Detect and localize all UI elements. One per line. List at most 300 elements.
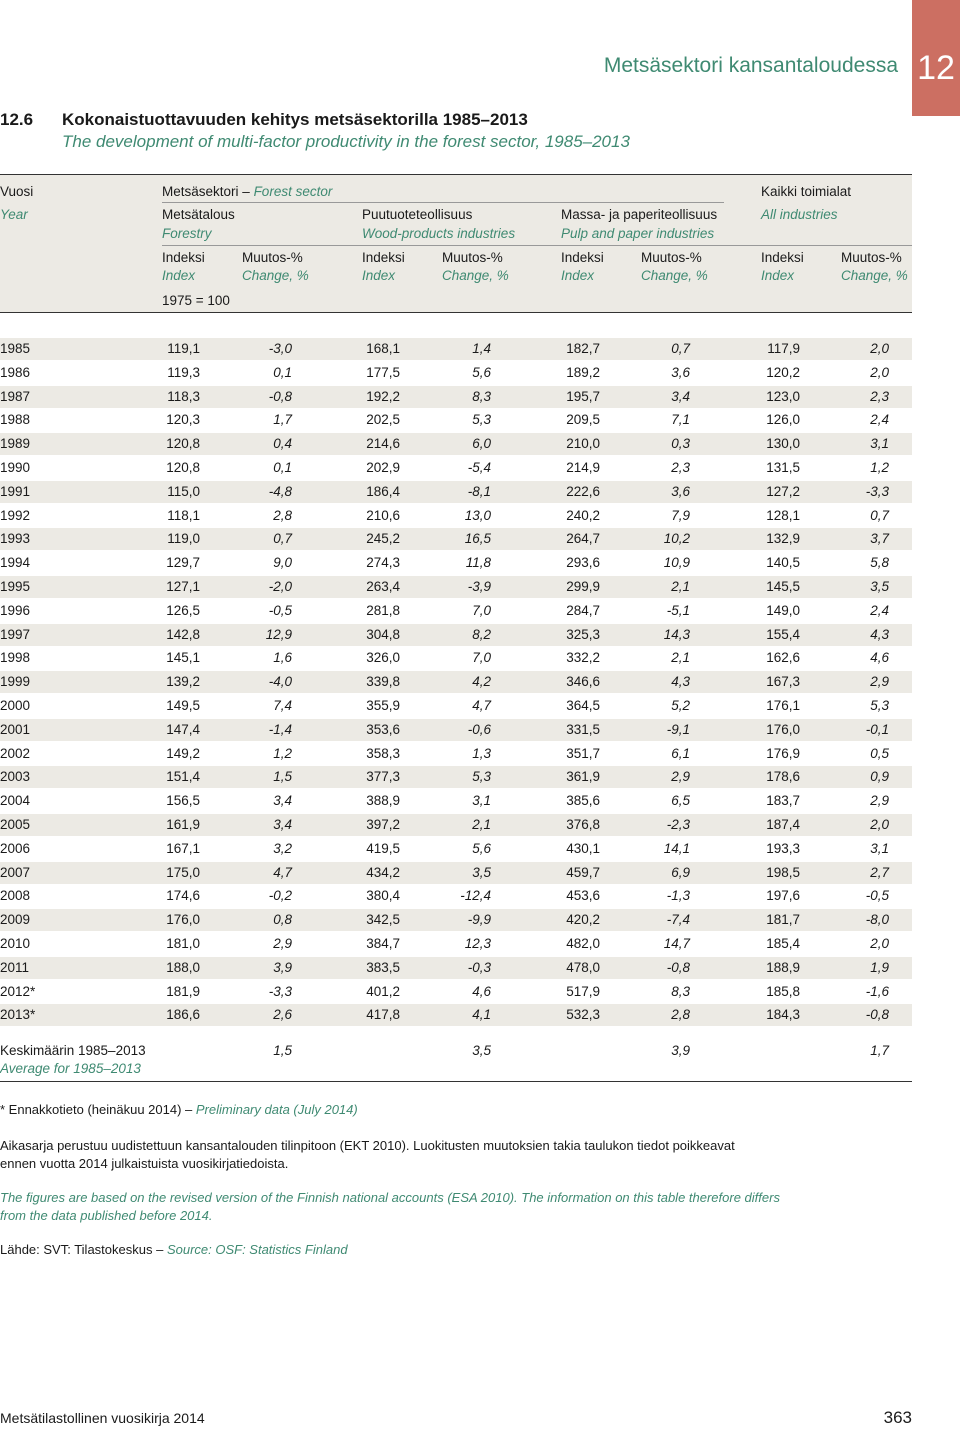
- index-cell: 118,3: [167, 388, 200, 404]
- index-cell: 175,0: [166, 864, 200, 880]
- table-row: [0, 409, 912, 431]
- index-cell: 420,2: [566, 912, 600, 928]
- index-cell: 304,8: [366, 626, 400, 642]
- index-cell: 145,1: [166, 650, 200, 666]
- year-cell: 2006: [0, 840, 31, 856]
- change-cell: 2,1: [671, 579, 690, 594]
- header-change-en: Change, %: [442, 268, 509, 283]
- header-forestry-fi: Metsätalous: [162, 207, 235, 222]
- change-cell: -3,3: [865, 483, 889, 499]
- change-cell: 3,4: [273, 817, 292, 832]
- change-cell: 2,3: [671, 460, 690, 475]
- index-cell: 119,1: [167, 341, 200, 356]
- index-cell: 126,5: [166, 602, 200, 618]
- table-top-rule: [0, 174, 912, 175]
- index-cell: 192,2: [366, 388, 400, 404]
- note-preliminary-fi: * Ennakkotieto (heinäkuu 2014) –: [0, 1102, 193, 1117]
- index-cell: 299,9: [566, 579, 600, 594]
- index-cell: 155,4: [766, 626, 800, 642]
- table-row: [0, 671, 912, 693]
- change-cell: -3,3: [268, 983, 292, 999]
- change-cell: -2,0: [268, 579, 292, 594]
- index-cell: 131,5: [766, 460, 800, 475]
- table-row: [0, 981, 912, 1003]
- index-cell: 118,1: [167, 507, 200, 523]
- change-cell: -8,1: [467, 483, 491, 499]
- index-cell: 156,5: [166, 793, 200, 809]
- year-cell: 1997: [0, 626, 31, 642]
- index-cell: 132,9: [766, 531, 800, 547]
- change-cell: 4,3: [671, 674, 690, 690]
- header-forestry-en: Forestry: [162, 226, 212, 241]
- change-cell: 0,7: [273, 531, 292, 547]
- header-change-en: Change, %: [242, 268, 309, 283]
- change-cell: 2,9: [870, 793, 889, 809]
- change-cell: 6,0: [472, 436, 491, 452]
- table-bottom-rule: [0, 1081, 912, 1082]
- year-cell: 2008: [0, 888, 31, 904]
- note-preliminary: [0, 1102, 358, 1117]
- change-cell: 7,9: [671, 507, 690, 523]
- index-cell: 189,2: [566, 364, 600, 380]
- index-cell: 182,7: [566, 341, 600, 356]
- change-cell: 5,3: [472, 412, 491, 428]
- change-cell: -5,4: [467, 460, 491, 475]
- year-cell: 2005: [0, 817, 31, 832]
- year-cell: 1994: [0, 555, 31, 571]
- index-cell: 284,7: [566, 602, 600, 618]
- table-row: [0, 647, 912, 669]
- average-label-fi: Keskimäärin 1985–2013: [0, 1043, 146, 1058]
- year-cell: 1986: [0, 364, 31, 380]
- header-index-fi: Indeksi: [162, 250, 205, 265]
- index-cell: 145,5: [766, 579, 800, 594]
- index-cell: 119,0: [167, 531, 200, 547]
- change-cell: 6,5: [671, 793, 690, 809]
- table-row: [0, 719, 912, 741]
- header-index-en: Index: [162, 268, 196, 283]
- year-cell: 2012*: [0, 983, 36, 999]
- change-cell: 2,0: [870, 364, 889, 380]
- header-wood-en: Wood-products industries: [362, 226, 516, 241]
- change-cell: 8,3: [472, 388, 491, 404]
- change-cell: 2,9: [273, 936, 292, 951]
- year-cell: 1991: [0, 483, 31, 499]
- change-cell: 3,1: [472, 793, 491, 809]
- change-cell: 6,1: [671, 745, 690, 761]
- index-cell: 351,7: [566, 745, 600, 761]
- index-cell: 188,9: [766, 959, 800, 975]
- index-cell: 342,5: [366, 912, 400, 928]
- change-cell: 14,1: [663, 840, 690, 856]
- change-cell: 4,3: [870, 626, 889, 642]
- table-row: [0, 1004, 912, 1026]
- change-cell: 2,1: [671, 650, 690, 666]
- change-cell: 2,6: [273, 1007, 292, 1023]
- index-cell: 128,1: [766, 507, 800, 523]
- change-cell: 4,7: [472, 698, 491, 713]
- table-row: [0, 957, 912, 979]
- change-cell: 7,0: [472, 650, 491, 666]
- year-cell: 1999: [0, 674, 31, 690]
- change-cell: -9,9: [467, 912, 491, 928]
- note-fi-line2: ennen vuotta 2014 julkaistuista vuosikirjatiedoista.: [0, 1156, 289, 1171]
- index-cell: 130,0: [766, 436, 800, 452]
- change-cell: -8,0: [865, 912, 889, 928]
- change-cell: 3,6: [671, 483, 690, 499]
- year-cell: 2007: [0, 864, 31, 880]
- change-cell: -7,4: [666, 912, 690, 928]
- change-cell: 1,2: [273, 745, 292, 761]
- header-index-en: Index: [561, 268, 595, 283]
- footer-publication: Metsätilastollinen vuosikirja 2014: [0, 1410, 205, 1426]
- index-cell: 264,7: [566, 531, 600, 547]
- note-fi-line1: Aikasarja perustuu uudistettuun kansantalouden tilinpitoon (EKT 2010). Luokitusten muutoksien takia taulukon tiedot poikkeavat: [0, 1138, 735, 1153]
- index-cell: 331,5: [566, 721, 600, 737]
- index-cell: 453,6: [566, 888, 600, 904]
- index-cell: 214,6: [366, 436, 400, 452]
- change-cell: 12,9: [265, 626, 292, 642]
- index-cell: 377,3: [366, 769, 400, 785]
- change-cell: 16,5: [464, 531, 491, 547]
- change-cell: 0,1: [273, 364, 292, 380]
- change-cell: -12,4: [460, 888, 491, 904]
- index-cell: 210,0: [566, 436, 600, 452]
- change-cell: 0,9: [870, 769, 889, 785]
- index-cell: 388,9: [366, 793, 400, 809]
- table-row: [0, 933, 912, 955]
- header-year: Year: [0, 207, 28, 222]
- change-cell: -9,1: [666, 721, 690, 737]
- index-cell: 119,3: [167, 364, 200, 380]
- change-cell: 0,5: [870, 745, 889, 761]
- change-cell: 5,3: [472, 769, 491, 785]
- index-cell: 384,7: [366, 936, 400, 951]
- table-row: [0, 885, 912, 907]
- change-cell: 5,6: [472, 840, 491, 856]
- page-number: 363: [883, 1408, 912, 1427]
- change-cell: 3,6: [671, 364, 690, 380]
- year-cell: 2009: [0, 912, 31, 928]
- table-row: [0, 624, 912, 646]
- index-cell: 151,4: [166, 769, 200, 785]
- table-row: [0, 695, 912, 717]
- change-cell: -0,8: [865, 1007, 889, 1023]
- index-cell: 197,6: [766, 888, 800, 904]
- index-cell: 281,8: [366, 602, 400, 618]
- year-cell: 2013*: [0, 1007, 36, 1023]
- index-cell: 176,0: [166, 912, 200, 928]
- change-cell: 2,1: [472, 817, 491, 832]
- index-cell: 186,6: [166, 1007, 200, 1023]
- index-cell: 184,3: [766, 1007, 800, 1023]
- change-cell: 5,6: [472, 364, 491, 380]
- header-change-fi: Muutos-%: [242, 250, 303, 265]
- change-cell: -3,9: [467, 579, 491, 594]
- change-cell: 4,1: [472, 1007, 491, 1023]
- change-cell: -0,5: [865, 888, 889, 904]
- year-cell: 1992: [0, 507, 31, 523]
- change-cell: 3,1: [870, 436, 889, 452]
- year-cell: 2011: [0, 959, 30, 975]
- index-cell: 209,5: [566, 412, 600, 428]
- note-source: [0, 1242, 348, 1257]
- change-cell: -4,0: [268, 674, 292, 690]
- change-cell: 7,4: [273, 698, 292, 713]
- change-cell: 3,7: [870, 531, 889, 547]
- index-cell: 178,6: [766, 769, 800, 785]
- index-cell: 120,8: [166, 460, 200, 475]
- note-en-line1: The figures are based on the revised version of the Finnish national accounts (ESA 2010). The information on this table therefore differs: [0, 1190, 780, 1205]
- change-cell: 3,4: [671, 388, 690, 404]
- change-cell: 4,7: [273, 864, 292, 880]
- index-cell: 149,0: [766, 602, 800, 618]
- change-cell: 10,2: [663, 531, 690, 547]
- table-row: [0, 481, 912, 503]
- header-all-fi: Kaikki toimialat: [761, 184, 852, 199]
- change-cell: -1,3: [666, 888, 690, 904]
- year-cell: 2001: [0, 721, 31, 737]
- change-cell: 2,8: [671, 1007, 690, 1023]
- index-cell: 478,0: [566, 959, 600, 975]
- change-cell: -0,8: [268, 388, 292, 404]
- index-cell: 117,9: [767, 341, 800, 356]
- index-cell: 176,0: [766, 721, 800, 737]
- index-cell: 115,0: [167, 483, 200, 499]
- index-cell: 183,7: [766, 793, 800, 809]
- header-bottom-rule: [0, 312, 912, 313]
- table-row: [0, 600, 912, 622]
- index-cell: 126,0: [766, 412, 800, 428]
- index-cell: 459,7: [566, 864, 600, 880]
- index-cell: 361,9: [566, 769, 600, 785]
- index-cell: 120,2: [766, 364, 800, 380]
- header-base-year: 1975 = 100: [162, 293, 230, 308]
- index-cell: 397,2: [366, 817, 400, 832]
- header-index-en: Index: [761, 268, 795, 283]
- index-cell: 240,2: [566, 507, 600, 523]
- change-cell: 1,9: [870, 959, 889, 975]
- index-cell: 364,5: [566, 698, 600, 713]
- index-cell: 142,8: [166, 626, 200, 642]
- table-row: [0, 862, 912, 884]
- index-cell: 326,0: [366, 650, 400, 666]
- table-row: [0, 790, 912, 812]
- index-cell: 325,3: [566, 626, 600, 642]
- index-cell: 339,8: [366, 674, 400, 690]
- change-cell: 12,3: [464, 936, 491, 951]
- change-cell: 7,0: [472, 602, 491, 618]
- index-cell: 161,9: [166, 817, 200, 832]
- change-cell: 14,3: [663, 626, 690, 642]
- index-cell: 188,0: [166, 959, 200, 975]
- year-cell: 1998: [0, 650, 31, 666]
- change-cell: 2,4: [870, 602, 889, 618]
- index-cell: 383,5: [366, 959, 400, 975]
- change-cell: 5,3: [870, 698, 889, 713]
- average-value: 1,5: [273, 1043, 292, 1058]
- index-cell: 417,8: [366, 1007, 400, 1023]
- index-cell: 181,7: [766, 912, 800, 928]
- change-cell: 2,9: [870, 674, 889, 690]
- index-cell: 358,3: [366, 745, 400, 761]
- change-cell: -5,1: [666, 602, 690, 618]
- index-cell: 162,6: [766, 650, 800, 666]
- index-cell: 401,2: [366, 983, 400, 999]
- table-number: 12.6: [0, 110, 34, 129]
- index-cell: 263,4: [366, 579, 400, 594]
- change-cell: 4,2: [472, 674, 491, 690]
- change-cell: 1,6: [273, 650, 292, 666]
- note-source-fi: Lähde: SVT: Tilastokeskus –: [0, 1242, 164, 1257]
- change-cell: -2,3: [666, 817, 690, 832]
- change-cell: 2,4: [870, 412, 889, 428]
- header-change-fi: Muutos-%: [841, 250, 902, 265]
- table-row: [0, 386, 912, 408]
- index-cell: 129,7: [166, 555, 200, 571]
- header-pulp-fi: Massa- ja paperiteollisuus: [561, 207, 718, 222]
- index-cell: 517,9: [566, 983, 600, 999]
- table-row: [0, 362, 912, 384]
- group-rule: [162, 245, 912, 246]
- change-cell: 2,0: [870, 817, 889, 832]
- year-cell: 1985: [0, 341, 31, 356]
- index-cell: 147,4: [166, 721, 200, 737]
- sector-span-rule: [162, 202, 724, 203]
- change-cell: -0,8: [666, 959, 690, 975]
- average-value: 3,9: [671, 1043, 690, 1058]
- change-cell: 6,9: [671, 864, 690, 880]
- change-cell: 4,6: [472, 983, 491, 999]
- header-index-fi: Indeksi: [362, 250, 405, 265]
- change-cell: 3,1: [870, 840, 889, 856]
- change-cell: 9,0: [273, 555, 292, 571]
- table-row: [0, 576, 912, 598]
- header-pulp-en: Pulp and paper industries: [561, 226, 715, 241]
- index-cell: 419,5: [366, 840, 400, 856]
- index-cell: 120,8: [166, 436, 200, 452]
- average-value: 3,5: [472, 1043, 491, 1058]
- year-cell: 1993: [0, 531, 31, 547]
- index-cell: 532,3: [566, 1007, 600, 1023]
- change-cell: -1,6: [865, 983, 889, 999]
- year-cell: 1989: [0, 436, 31, 452]
- average-value: 1,7: [870, 1043, 889, 1058]
- index-cell: 198,5: [766, 864, 800, 880]
- change-cell: 3,2: [273, 840, 292, 856]
- index-cell: 185,8: [766, 983, 800, 999]
- header-index-en: Index: [362, 268, 396, 283]
- change-cell: 2,7: [870, 864, 889, 880]
- table-row: [0, 338, 912, 360]
- table-row: [0, 552, 912, 574]
- index-cell: 176,9: [766, 745, 800, 761]
- table-row: [0, 743, 912, 765]
- index-cell: 174,6: [166, 888, 200, 904]
- index-cell: 274,3: [366, 555, 400, 571]
- year-cell: 1995: [0, 579, 31, 594]
- table-row: [0, 909, 912, 931]
- change-cell: -0,3: [467, 959, 491, 975]
- year-cell: 1990: [0, 460, 31, 475]
- table-row: [0, 433, 912, 455]
- index-cell: 127,1: [166, 579, 200, 594]
- index-cell: 293,6: [566, 555, 600, 571]
- change-cell: -3,0: [268, 341, 292, 356]
- index-cell: 214,9: [566, 460, 600, 475]
- header-change-en: Change, %: [641, 268, 708, 283]
- change-cell: 14,7: [663, 936, 690, 951]
- index-cell: 127,2: [766, 483, 800, 499]
- change-cell: 0,4: [273, 436, 292, 452]
- change-cell: 0,8: [273, 912, 292, 928]
- year-cell: 1988: [0, 412, 31, 428]
- change-cell: -0,6: [467, 721, 491, 737]
- change-cell: 2,3: [870, 388, 889, 404]
- change-cell: 1,4: [472, 341, 491, 356]
- index-cell: 193,3: [766, 840, 800, 856]
- change-cell: 1,7: [273, 412, 292, 428]
- change-cell: -1,4: [268, 721, 292, 737]
- index-cell: 195,7: [566, 388, 600, 404]
- index-cell: 245,2: [366, 531, 400, 547]
- index-cell: 181,9: [166, 983, 200, 999]
- year-cell: 2004: [0, 793, 31, 809]
- index-cell: 167,3: [766, 674, 800, 690]
- change-cell: 1,5: [273, 769, 292, 785]
- index-cell: 187,4: [766, 817, 800, 832]
- year-cell: 2002: [0, 745, 31, 761]
- table-row: [0, 457, 912, 479]
- note-en-line2: from the data published before 2014.: [0, 1208, 213, 1223]
- change-cell: 3,5: [472, 864, 491, 880]
- change-cell: -0,1: [865, 721, 889, 737]
- table-row: [0, 766, 912, 788]
- table-row: [0, 814, 912, 836]
- header-index-fi: Indeksi: [561, 250, 604, 265]
- table-row: [0, 838, 912, 860]
- index-cell: 202,9: [366, 460, 400, 475]
- header-index-fi: Indeksi: [761, 250, 804, 265]
- index-cell: 353,6: [366, 721, 400, 737]
- index-cell: 210,6: [366, 507, 400, 523]
- change-cell: 5,8: [870, 555, 889, 571]
- change-cell: 2,0: [870, 936, 889, 951]
- change-cell: 8,3: [671, 983, 690, 999]
- header-wood-fi: Puutuoteteollisuus: [362, 207, 473, 222]
- change-cell: -0,5: [268, 602, 292, 618]
- header-change-fi: Muutos-%: [442, 250, 503, 265]
- index-cell: 434,2: [366, 864, 400, 880]
- change-cell: 1,3: [472, 745, 491, 761]
- year-cell: 2000: [0, 698, 31, 713]
- header-sector-en: Forest sector: [253, 184, 333, 199]
- index-cell: 186,4: [366, 483, 400, 499]
- index-cell: 430,1: [566, 840, 600, 856]
- change-cell: 5,2: [671, 698, 690, 713]
- index-cell: 168,1: [366, 341, 400, 356]
- index-cell: 177,5: [366, 364, 400, 380]
- note-preliminary-en: Preliminary data (July 2014): [195, 1102, 358, 1117]
- index-cell: 123,0: [766, 388, 800, 404]
- change-cell: 11,8: [465, 555, 491, 571]
- header-sector: [162, 184, 332, 199]
- index-cell: 482,0: [566, 936, 600, 951]
- index-cell: 332,2: [566, 650, 600, 666]
- index-cell: 202,5: [366, 412, 400, 428]
- change-cell: 10,9: [663, 555, 690, 571]
- index-cell: 222,6: [566, 483, 600, 499]
